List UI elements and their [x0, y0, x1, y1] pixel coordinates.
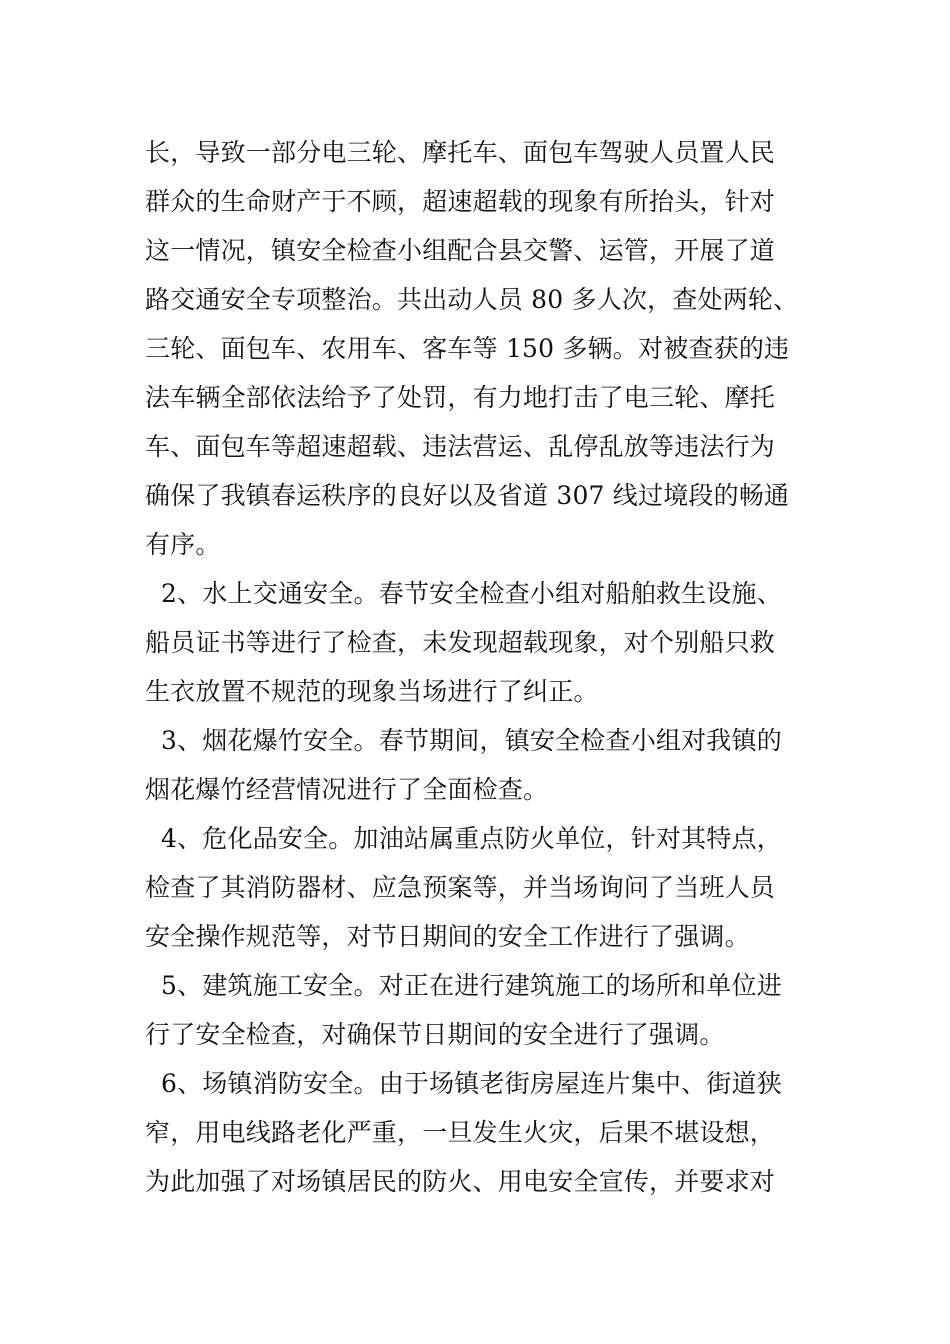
document-body	[145, 128, 805, 1206]
text-line: 6、场镇消防安全。由于场镇老街房屋连片集中、街道狭	[161, 1069, 782, 1098]
text-line: 检查了其消防器材、应急预案等，并当场询问了当班人员	[145, 873, 776, 902]
text-line: 行了安全检查，对确保节日期间的安全进行了强调。	[145, 1020, 725, 1049]
text-line: 5、建筑施工安全。对正在进行建筑施工的场所和单位进	[161, 971, 782, 1000]
text-line: 长，导致一部分电三轮、摩托车、面包车驾驶人员置人民	[145, 138, 776, 167]
text-line: 车、面包车等超速超载、违法营运、乱停乱放等违法行为	[145, 432, 776, 461]
text-line: 三轮、面包车、农用车、客车等 150 多辆。对被查获的违	[145, 334, 790, 363]
text-line: 3、烟花爆竹安全。春节期间，镇安全检查小组对我镇的	[161, 726, 782, 755]
text-line: 窄，用电线路老化严重，一旦发生火灾，后果不堪设想，	[145, 1118, 776, 1147]
text-line: 烟花爆竹经营情况进行了全面检查。	[145, 775, 549, 804]
text-line: 为此加强了对场镇居民的防火、用电安全宣传，并要求对	[145, 1167, 776, 1196]
text-line: 确保了我镇春运秩序的良好以及省道 307 线过境段的畅通	[145, 481, 790, 510]
text-line: 船员证书等进行了检查，未发现超载现象，对个别船只救	[145, 628, 776, 657]
text-line: 这一情况，镇安全检查小组配合县交警、运管，开展了道	[145, 236, 776, 265]
text-line: 生衣放置不规范的现象当场进行了纠正。	[145, 677, 599, 706]
text-line: 路交通安全专项整治。共出动人员 80 多人次，查处两轮、	[145, 285, 799, 314]
text-line: 2、水上交通安全。春节安全检查小组对船舶救生设施、	[161, 579, 782, 608]
text-line: 安全操作规范等，对节日期间的安全工作进行了强调。	[145, 922, 750, 951]
text-line: 4、危化品安全。加油站属重点防火单位，针对其特点，	[161, 824, 782, 853]
text-line: 法车辆全部依法给予了处罚，有力地打击了电三轮、摩托	[145, 383, 776, 412]
text-line: 群众的生命财产于不顾，超速超载的现象有所抬头，针对	[145, 187, 776, 216]
text-line: 有序。	[145, 530, 221, 559]
